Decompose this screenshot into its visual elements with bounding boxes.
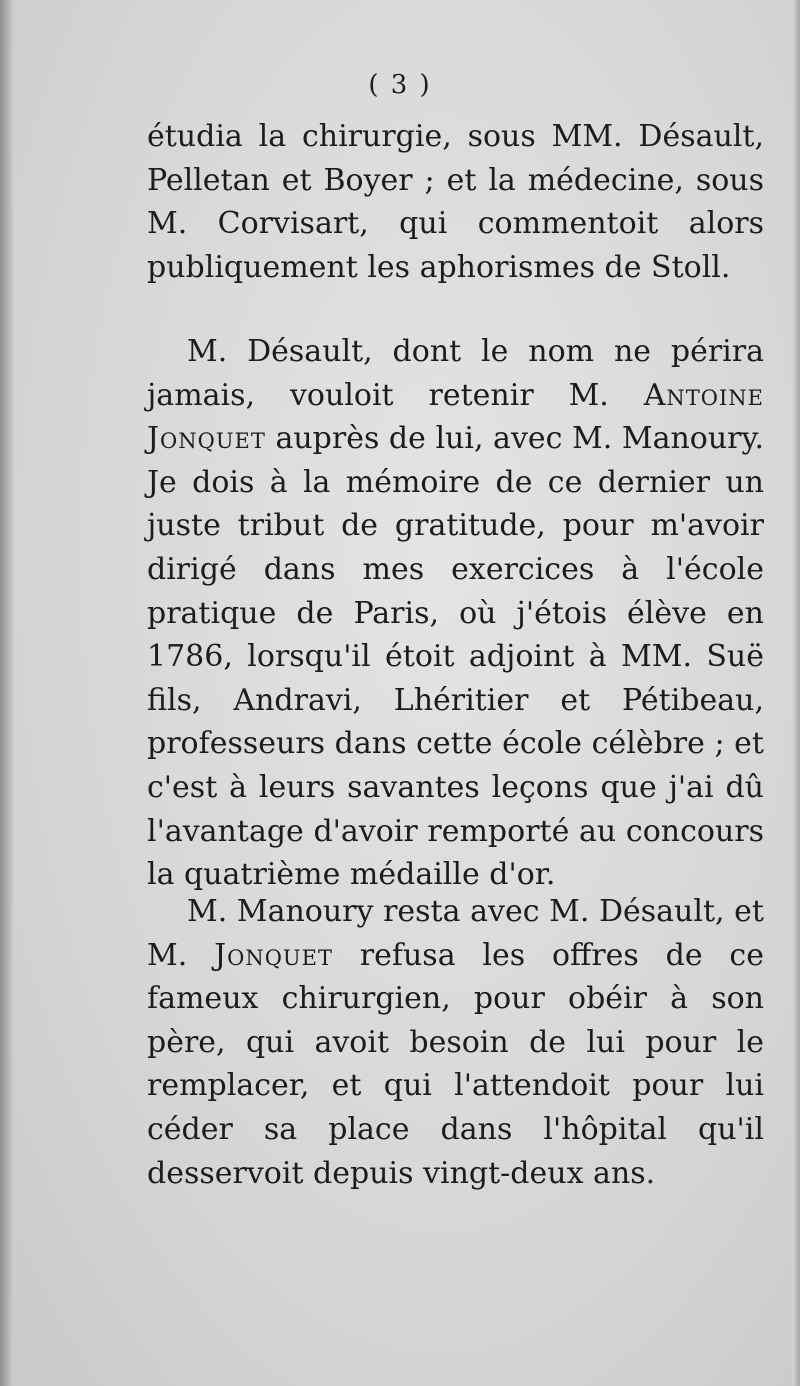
person-name: Jonquet	[214, 937, 333, 973]
paragraph-rest: auprès de lui, avec M. Manoury. Je dois à la mémoire de ce dernier un juste tribut de gratitude, pour m'avoir dirigé dans mes exercices à l'école pratique de Paris, où j'étois élève en 1786, lorsqu'il étoit adjoint à MM. Suë fils, Andravi, Lhéritier et Pétibeau, professeurs dans cette école célèbre ; et c'est à leurs savantes leçons que j'ai dû l'avantage d'avoir remporté au concours la quatrième médaille d'or.	[147, 421, 764, 893]
page-number: ( 3 )	[368, 70, 432, 100]
page-edge-shadow	[0, 0, 14, 1386]
paragraph-1	[147, 115, 764, 289]
paragraph-2	[147, 330, 764, 897]
paragraph-lead: M. Désault, dont le nom ne périra jamais, vouloit retenir M.	[147, 334, 764, 413]
paragraph-rest: refusa les offres de ce fameux chirurgien, pour obéir à son père, qui avoit besoin de lui pour le remplacer, et qui l'attendoit pour lui céder sa place dans l'hôpital qu'il desservoit depuis vingt-deux ans.	[147, 937, 764, 1191]
paragraph-text: étudia la chirurgie, sous MM. Désault, Pelletan et Boyer ; et la médecine, sous M. Corvisart, qui commentoit alors publiquement les aphorismes de Stoll.	[147, 119, 764, 285]
page-edge-shadow-right	[792, 0, 800, 1386]
paragraph-lead: M. Manoury resta avec M. Désault, et M.	[147, 894, 764, 973]
paragraph-3	[147, 890, 764, 1195]
person-name: Antoine Jonquet	[147, 377, 764, 457]
